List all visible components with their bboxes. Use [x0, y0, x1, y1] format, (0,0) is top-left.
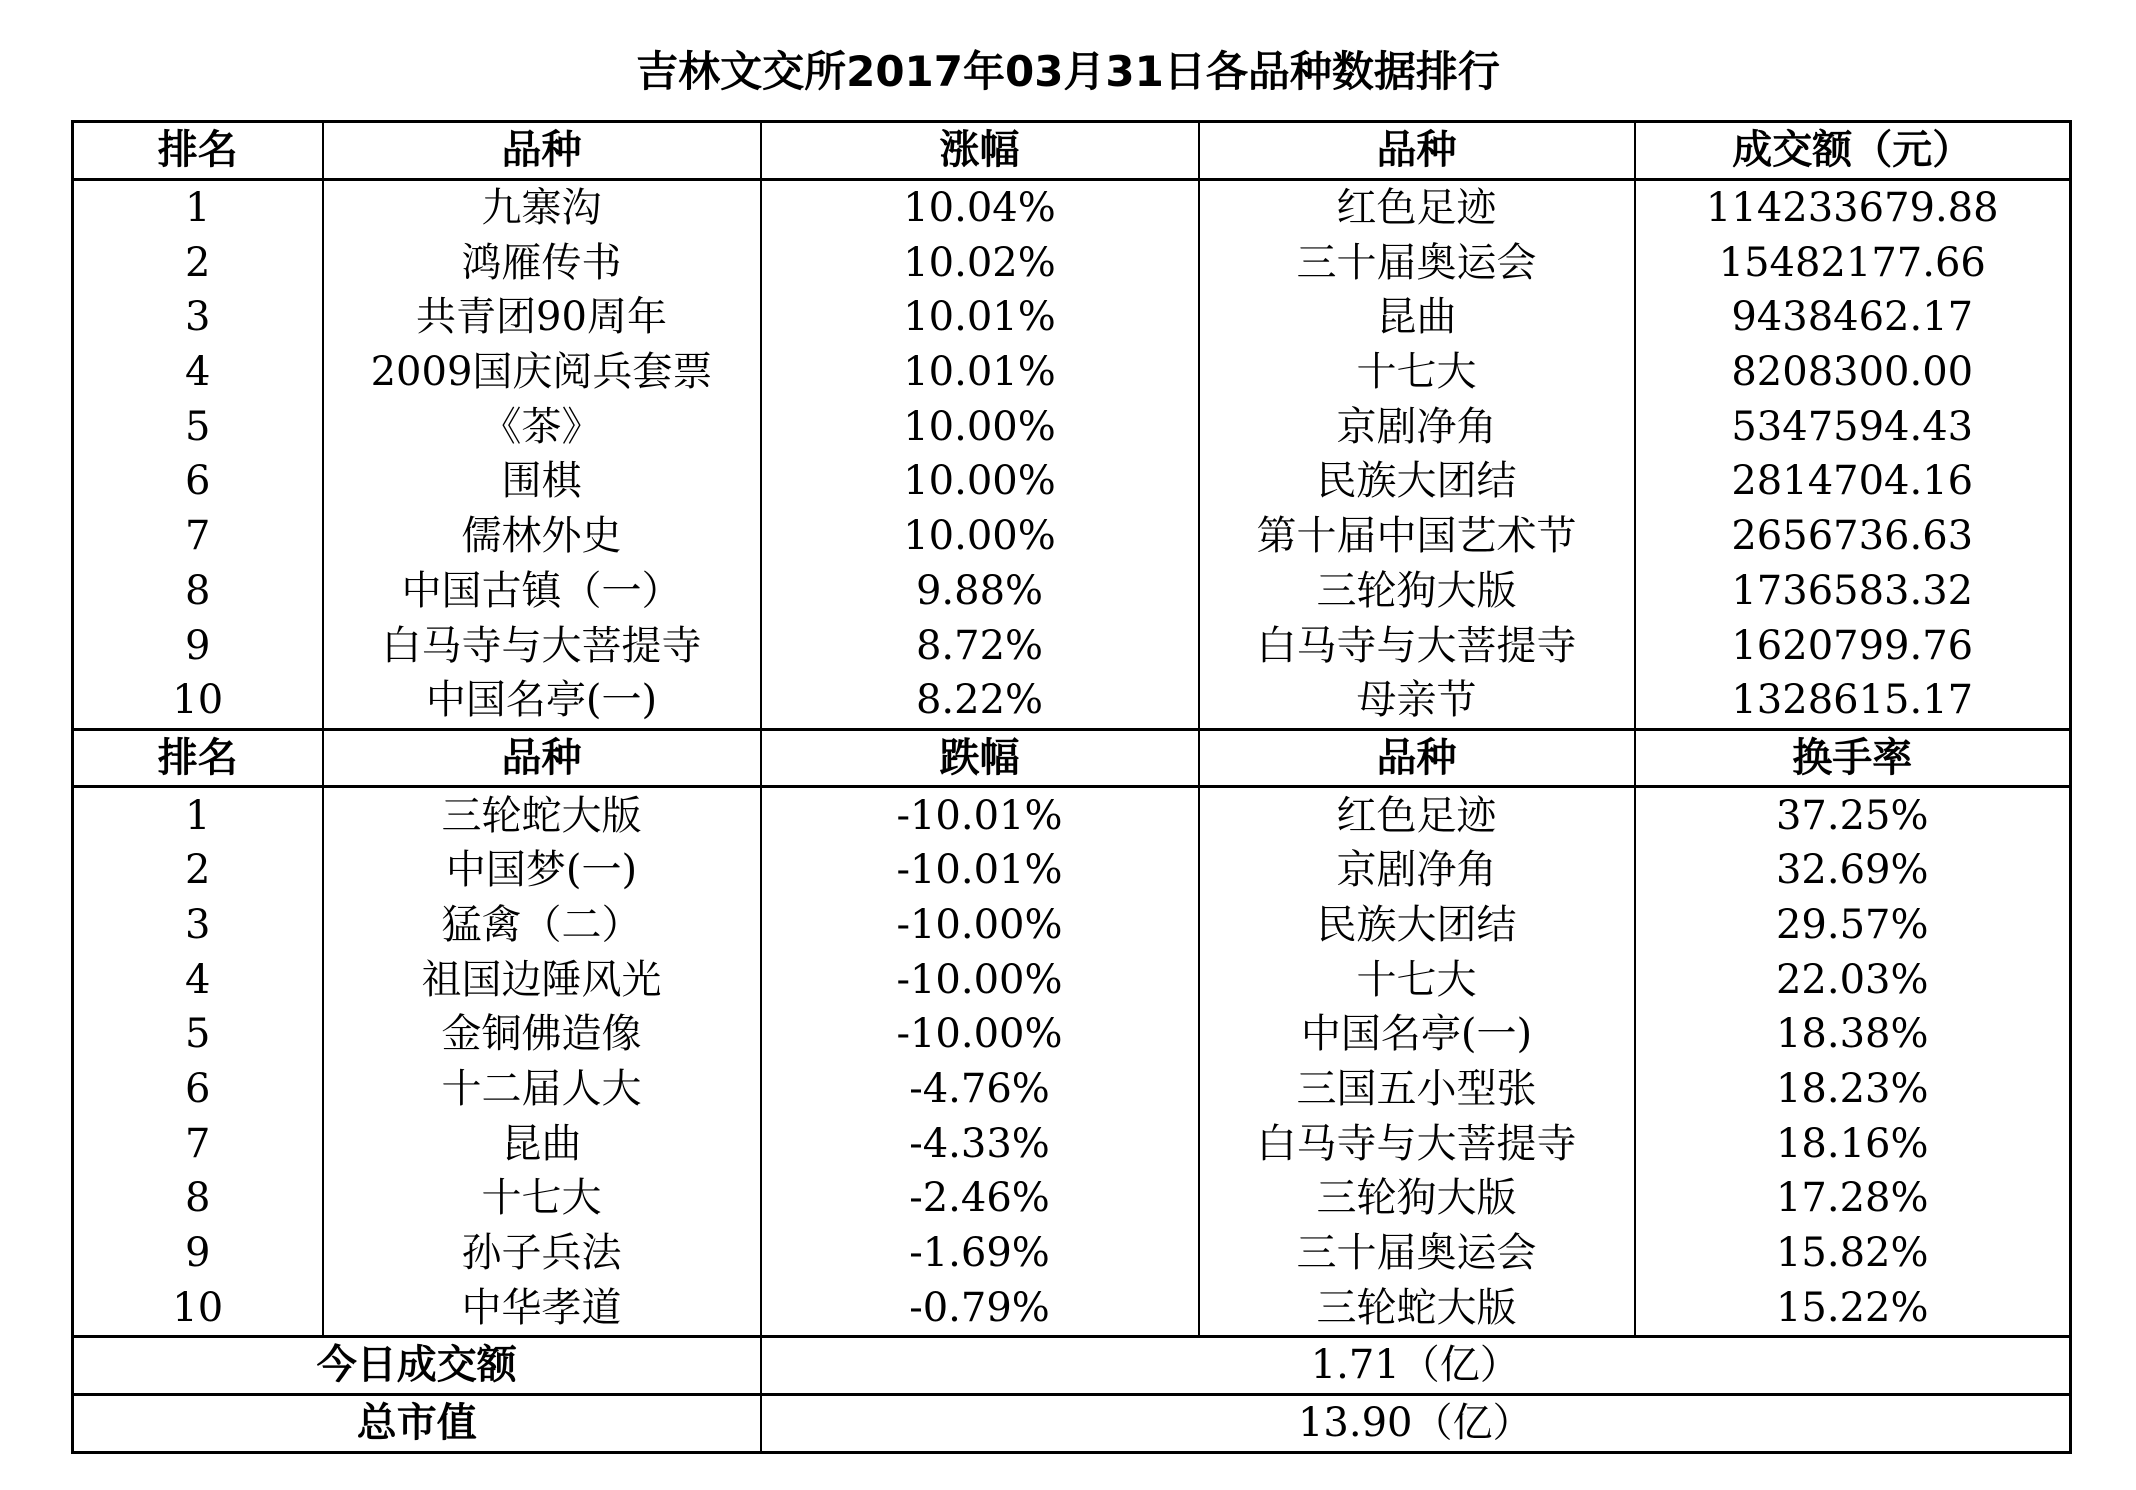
variety-cell: 昆曲 [323, 1116, 761, 1171]
variety-cell: 三轮狗大版 [1199, 1171, 1635, 1226]
rank-cell: 2 [73, 843, 323, 898]
summary-label: 今日成交额 [73, 1337, 761, 1395]
rank-cell: 1 [73, 787, 323, 843]
change-cell: -10.01% [761, 787, 1199, 843]
variety-cell: 三轮狗大版 [1199, 564, 1635, 619]
rank-cell: 7 [73, 509, 323, 564]
change-cell: -10.00% [761, 952, 1199, 1007]
change-cell: 10.00% [761, 509, 1199, 564]
gainers-row [73, 618, 2071, 673]
losers-row [73, 1280, 2071, 1336]
change-cell: -2.46% [761, 1171, 1199, 1226]
variety-cell: 白马寺与大菩提寺 [323, 618, 761, 673]
value-cell: 22.03% [1635, 952, 2071, 1007]
rank-cell: 1 [73, 179, 323, 235]
ranking-table-body [73, 122, 2071, 1453]
ranking-table [71, 120, 2072, 1454]
variety-cell: 九寨沟 [323, 179, 761, 235]
variety-cell: 三十届奥运会 [1199, 1226, 1635, 1281]
variety-cell: 第十届中国艺术节 [1199, 509, 1635, 564]
losers-row [73, 898, 2071, 953]
variety-cell: 红色足迹 [1199, 787, 1635, 843]
variety-cell: 金铜佛造像 [323, 1007, 761, 1062]
variety-cell: 三轮蛇大版 [1199, 1280, 1635, 1336]
gainers-row [73, 399, 2071, 454]
summary-value: 1.71（亿） [761, 1337, 2071, 1395]
value-cell: 18.38% [1635, 1007, 2071, 1062]
variety-cell: 围棋 [323, 454, 761, 509]
value-cell: 18.16% [1635, 1116, 2071, 1171]
losers-row [73, 1116, 2071, 1171]
gainers-row [73, 290, 2071, 345]
rank-cell: 10 [73, 673, 323, 729]
rank-cell: 6 [73, 454, 323, 509]
value-cell: 15.22% [1635, 1280, 2071, 1336]
gainers-row [73, 509, 2071, 564]
losers-row [73, 1007, 2071, 1062]
variety-cell: 2009国庆阅兵套票 [323, 345, 761, 400]
change-cell: 10.04% [761, 179, 1199, 235]
variety-cell: 十二届人大 [323, 1062, 761, 1117]
variety-cell: 红色足迹 [1199, 179, 1635, 235]
rank-cell: 6 [73, 1062, 323, 1117]
variety-cell: 三十届奥运会 [1199, 235, 1635, 290]
page-title: 吉林文交所2017年03月31日各品种数据排行 [636, 47, 1500, 96]
variety-cell: 京剧净角 [1199, 399, 1635, 454]
variety-cell: 中国古镇（一） [323, 564, 761, 619]
change-cell: 9.88% [761, 564, 1199, 619]
summary-value: 13.90（亿） [761, 1394, 2071, 1452]
column-header: 排名 [73, 122, 323, 180]
rank-cell: 2 [73, 235, 323, 290]
variety-cell: 孙子兵法 [323, 1226, 761, 1281]
losers-row [73, 952, 2071, 1007]
variety-cell: 三轮蛇大版 [323, 787, 761, 843]
variety-cell: 三国五小型张 [1199, 1062, 1635, 1117]
variety-cell: 民族大团结 [1199, 454, 1635, 509]
variety-cell: 昆曲 [1199, 290, 1635, 345]
gainers-row [73, 454, 2071, 509]
rank-cell: 9 [73, 1226, 323, 1281]
variety-cell: 猛禽（二） [323, 898, 761, 953]
variety-cell: 民族大团结 [1199, 898, 1635, 953]
change-cell: -0.79% [761, 1280, 1199, 1336]
variety-cell: 十七大 [323, 1171, 761, 1226]
rank-cell: 8 [73, 1171, 323, 1226]
value-cell: 9438462.17 [1635, 290, 2071, 345]
value-cell: 2656736.63 [1635, 509, 2071, 564]
variety-cell: 中国名亭(一) [323, 673, 761, 729]
variety-cell: 祖国边陲风光 [323, 952, 761, 1007]
value-cell: 5347594.43 [1635, 399, 2071, 454]
column-header: 品种 [323, 122, 761, 180]
variety-cell: 中国梦(一) [323, 843, 761, 898]
variety-cell: 鸿雁传书 [323, 235, 761, 290]
change-cell: -4.76% [761, 1062, 1199, 1117]
change-cell: 10.01% [761, 290, 1199, 345]
rank-cell: 4 [73, 952, 323, 1007]
summary-label: 总市值 [73, 1394, 761, 1452]
rank-cell: 8 [73, 564, 323, 619]
value-cell: 15.82% [1635, 1226, 2071, 1281]
variety-cell: 儒林外史 [323, 509, 761, 564]
change-cell: 10.01% [761, 345, 1199, 400]
value-cell: 2814704.16 [1635, 454, 2071, 509]
value-cell: 8208300.00 [1635, 345, 2071, 400]
gainers-row [73, 673, 2071, 729]
rank-cell: 3 [73, 290, 323, 345]
variety-cell: 《茶》 [323, 399, 761, 454]
variety-cell: 白马寺与大菩提寺 [1199, 618, 1635, 673]
variety-cell: 母亲节 [1199, 673, 1635, 729]
change-cell: 10.00% [761, 454, 1199, 509]
value-cell: 18.23% [1635, 1062, 2071, 1117]
value-cell: 37.25% [1635, 787, 2071, 843]
rank-cell: 5 [73, 399, 323, 454]
gainers-row [73, 235, 2071, 290]
value-cell: 1328615.17 [1635, 673, 2071, 729]
column-header: 品种 [323, 729, 761, 787]
value-cell: 15482177.66 [1635, 235, 2071, 290]
losers-header-row [73, 729, 2071, 787]
column-header: 排名 [73, 729, 323, 787]
column-header: 品种 [1199, 122, 1635, 180]
value-cell: 29.57% [1635, 898, 2071, 953]
gainers-row [73, 345, 2071, 400]
summary-row [73, 1337, 2071, 1395]
summary-row [73, 1394, 2071, 1452]
change-cell: -1.69% [761, 1226, 1199, 1281]
gainers-row [73, 179, 2071, 235]
gainers-row [73, 564, 2071, 619]
change-cell: 8.22% [761, 673, 1199, 729]
change-cell: -10.00% [761, 1007, 1199, 1062]
value-cell: 114233679.88 [1635, 179, 2071, 235]
value-cell: 17.28% [1635, 1171, 2071, 1226]
variety-cell: 十七大 [1199, 345, 1635, 400]
variety-cell: 中国名亭(一) [1199, 1007, 1635, 1062]
losers-row [73, 787, 2071, 843]
value-cell: 1736583.32 [1635, 564, 2071, 619]
change-cell: 10.02% [761, 235, 1199, 290]
column-header: 成交额（元） [1635, 122, 2071, 180]
variety-cell: 共青团90周年 [323, 290, 761, 345]
variety-cell: 十七大 [1199, 952, 1635, 1007]
losers-row [73, 1171, 2071, 1226]
change-cell: 8.72% [761, 618, 1199, 673]
column-header: 涨幅 [761, 122, 1199, 180]
column-header: 品种 [1199, 729, 1635, 787]
gainers-header-row [73, 122, 2071, 180]
value-cell: 1620799.76 [1635, 618, 2071, 673]
value-cell: 32.69% [1635, 843, 2071, 898]
variety-cell: 中华孝道 [323, 1280, 761, 1336]
variety-cell: 白马寺与大菩提寺 [1199, 1116, 1635, 1171]
rank-cell: 9 [73, 618, 323, 673]
column-header: 换手率 [1635, 729, 2071, 787]
losers-row [73, 1062, 2071, 1117]
rank-cell: 5 [73, 1007, 323, 1062]
change-cell: 10.00% [761, 399, 1199, 454]
rank-cell: 3 [73, 898, 323, 953]
rank-cell: 7 [73, 1116, 323, 1171]
change-cell: -10.00% [761, 898, 1199, 953]
variety-cell: 京剧净角 [1199, 843, 1635, 898]
change-cell: -4.33% [761, 1116, 1199, 1171]
rank-cell: 10 [73, 1280, 323, 1336]
change-cell: -10.01% [761, 843, 1199, 898]
rank-cell: 4 [73, 345, 323, 400]
column-header: 跌幅 [761, 729, 1199, 787]
losers-row [73, 1226, 2071, 1281]
losers-row [73, 843, 2071, 898]
